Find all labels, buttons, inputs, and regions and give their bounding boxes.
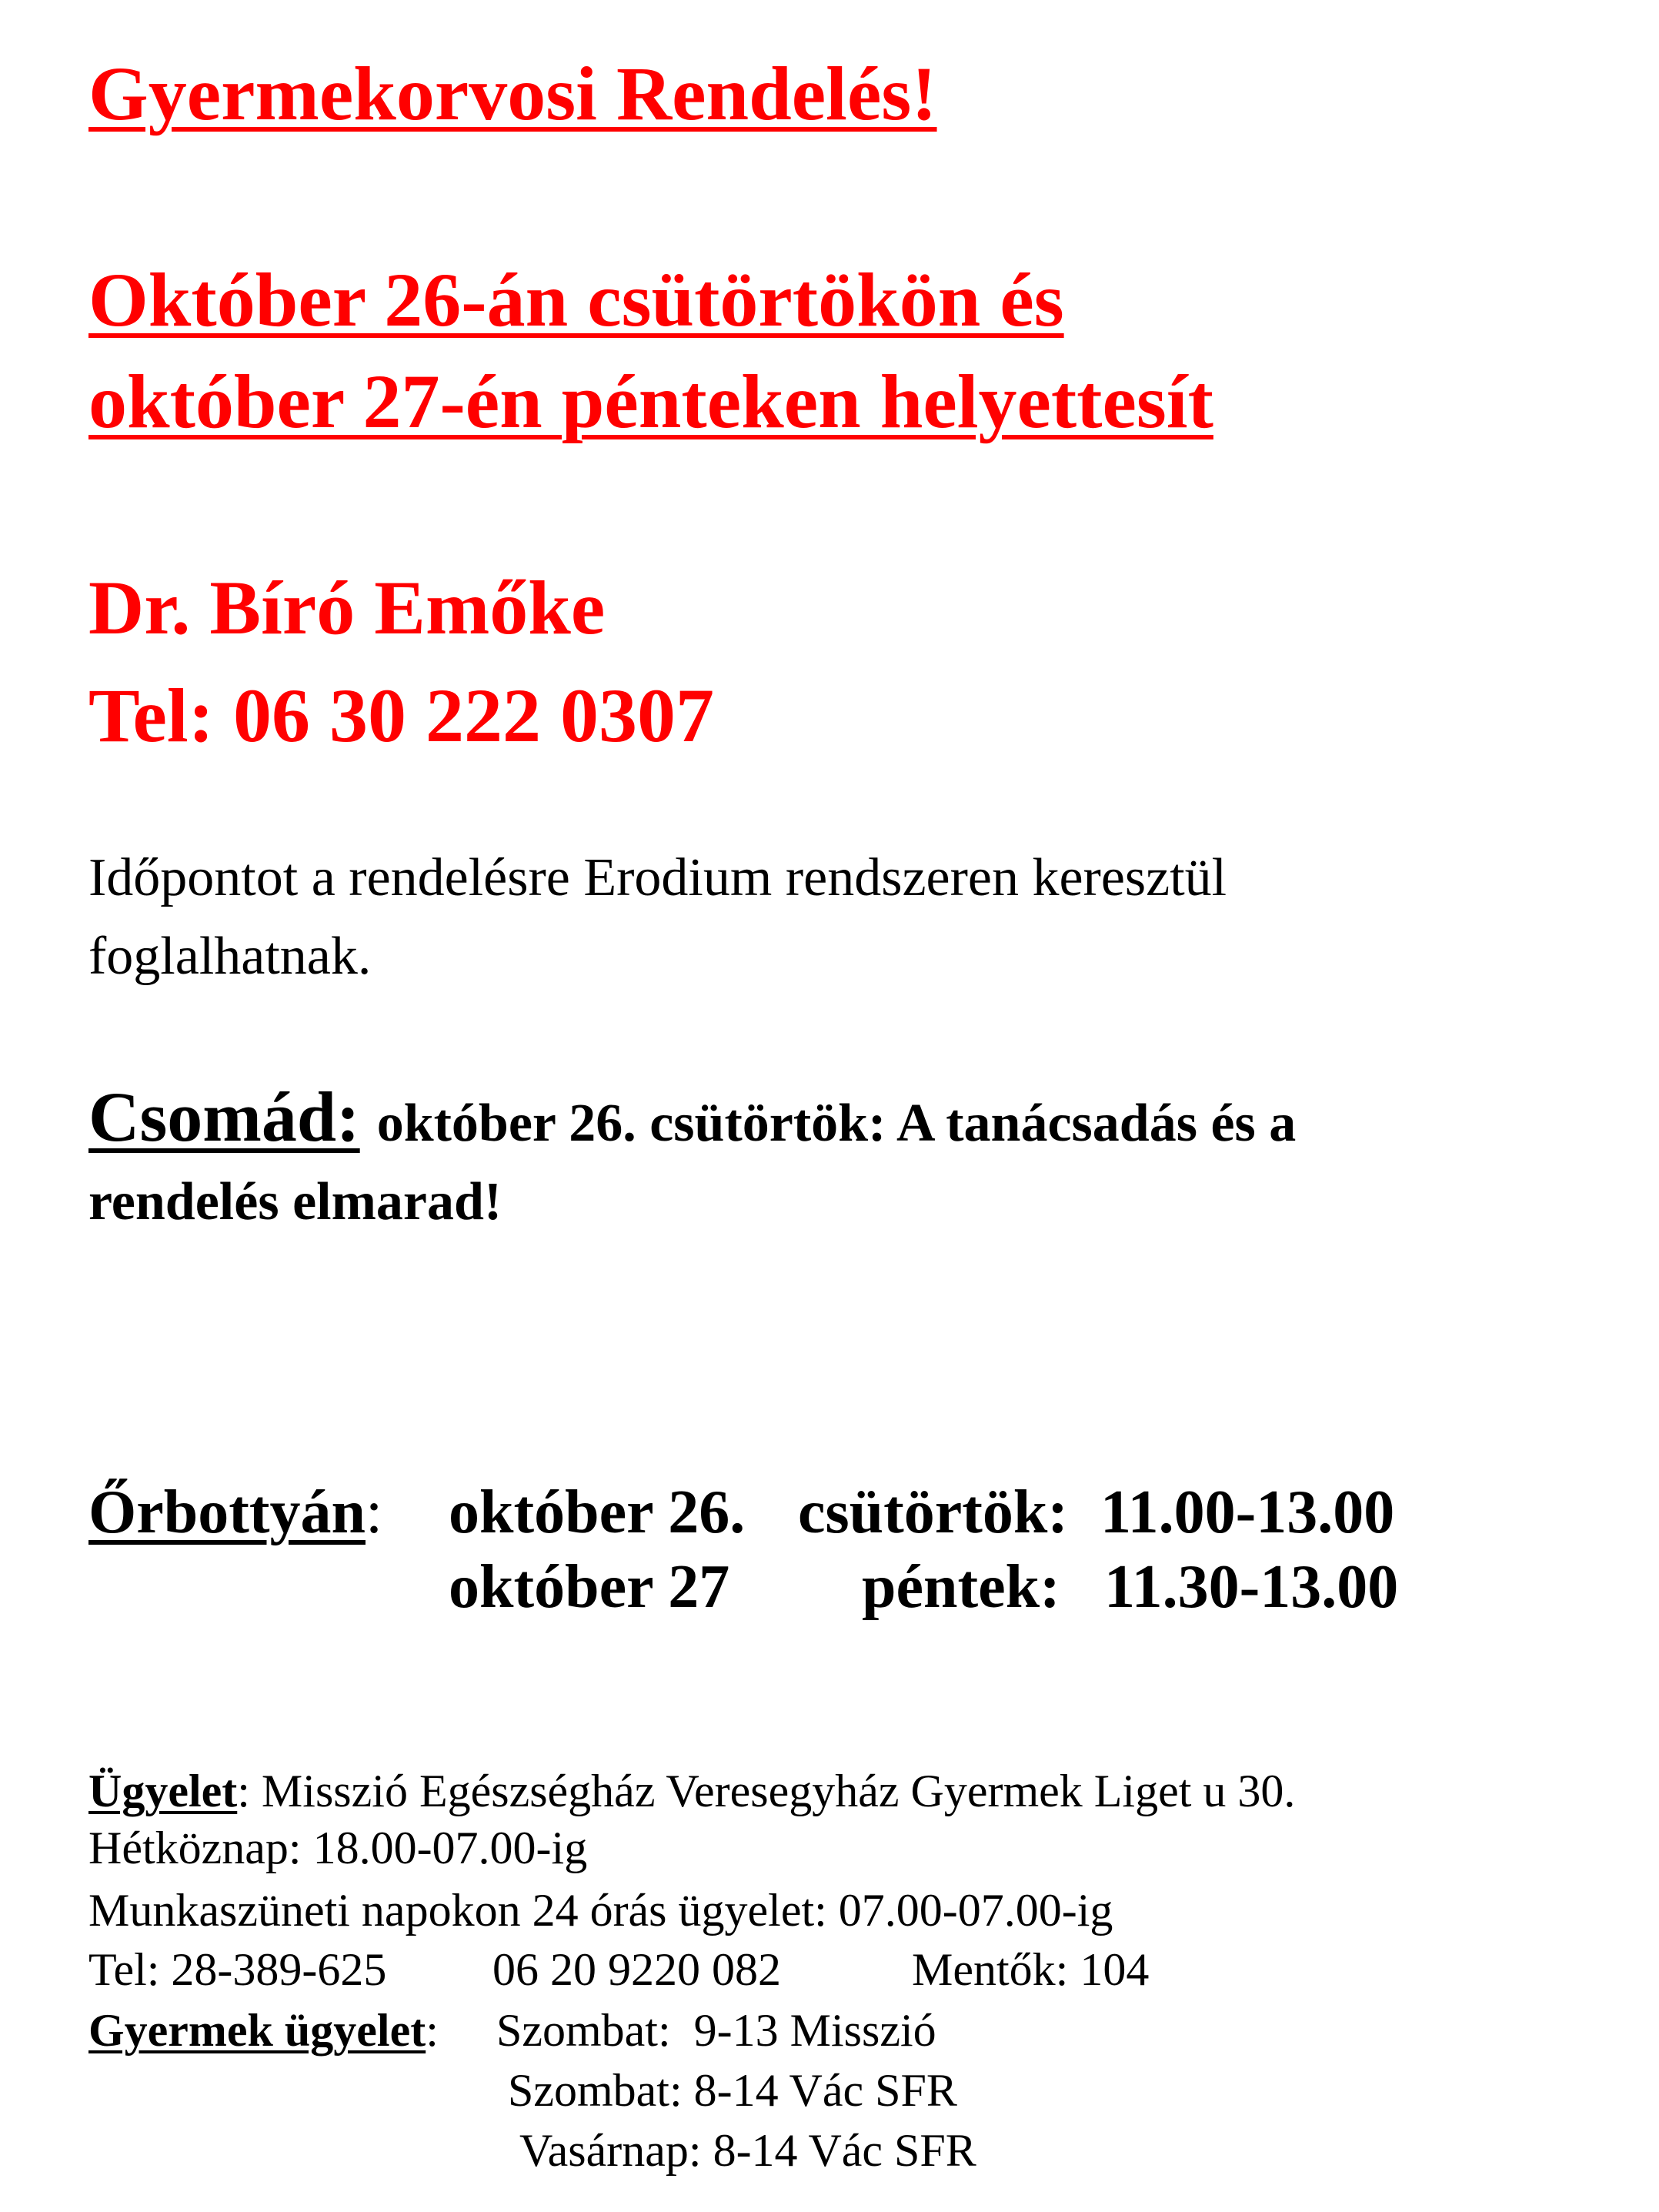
- orbottyan-label-wrap: [88, 1479, 383, 1546]
- gyermek-ugyelet-colon: :: [426, 2005, 439, 2056]
- doctor-name: Dr. Bíró Emőke: [88, 565, 606, 650]
- page-title: Gyermekorvosi Rendelés!: [88, 51, 937, 136]
- substitution-line-1: Október 26-án csütörtökön és: [88, 257, 1064, 342]
- gyermek-ugyelet-row-3: Vasárnap: 8-14 Vác SFR: [519, 2125, 976, 2176]
- csomad-info-line-2: rendelés elmarad!: [88, 1172, 502, 1231]
- orbottyan-row-2-day: péntek:: [862, 1553, 1060, 1621]
- doctor-phone: Tel: 06 30 222 0307: [88, 673, 714, 758]
- ugyelet-ambulance: Mentők: 104: [912, 1944, 1150, 1995]
- csomad-row: [88, 1078, 1297, 1156]
- csomad-label: Csomád:: [88, 1078, 360, 1156]
- gyermek-ugyelet-label-wrap: [88, 2005, 439, 2056]
- ugyelet-address: : Misszió Egészségház Veresegyház Gyermek Liget u 30.: [237, 1766, 1296, 1816]
- csomad-info-line-1: október 26. csütörtök: A tanácsadás és a: [376, 1094, 1297, 1153]
- gyermek-ugyelet-label: Gyermek ügyelet: [88, 2005, 426, 2056]
- booking-line-1: Időpontot a rendelésre Erodium rendszeren keresztül: [88, 848, 1227, 907]
- ugyelet-row: [88, 1768, 1295, 1814]
- orbottyan-row-1-day: csütörtök:: [798, 1479, 1069, 1546]
- orbottyan-row-2-date: október 27: [449, 1553, 730, 1621]
- ugyelet-label: Ügyelet: [88, 1766, 238, 1816]
- orbottyan-row-1-date: október 26.: [449, 1479, 746, 1546]
- ugyelet-weekday: Hétköznap: 18.00-07.00-ig: [88, 1823, 588, 1873]
- orbottyan-label: Őrbottyán: [88, 1479, 366, 1546]
- ugyelet-tel: Tel: 28-389-625: [88, 1944, 387, 1995]
- gyermek-ugyelet-row-2: Szombat: 8-14 Vác SFR: [508, 2065, 957, 2116]
- booking-line-2: foglalhatnak.: [88, 927, 372, 986]
- ugyelet-mobile: 06 20 9220 082: [492, 1944, 781, 1995]
- substitution-line-2: október 27-én pénteken helyettesít: [88, 359, 1213, 444]
- gyermek-ugyelet-row-1: Szombat: 9-13 Misszió: [496, 2005, 936, 2056]
- ugyelet-holiday: Munkaszüneti napokon 24 órás ügyelet: 07.00-07.00-ig: [88, 1885, 1113, 1936]
- orbottyan-row-2-time: 11.30-13.00: [1104, 1553, 1399, 1621]
- orbottyan-row-1-time: 11.00-13.00: [1100, 1479, 1395, 1546]
- orbottyan-colon: :: [366, 1479, 383, 1546]
